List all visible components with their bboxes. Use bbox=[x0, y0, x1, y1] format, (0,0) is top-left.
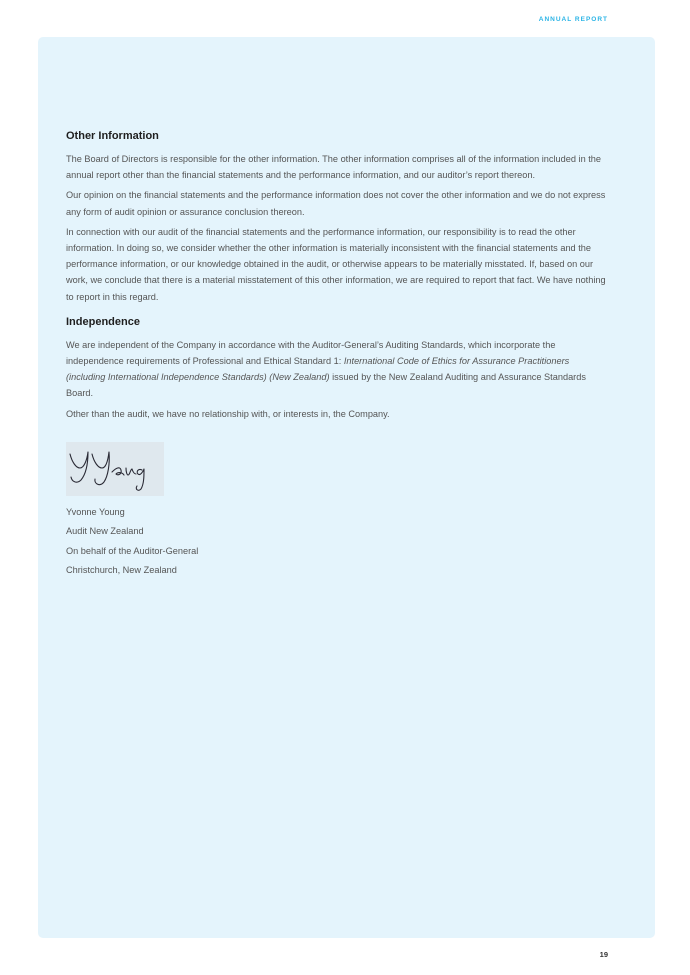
signatory-name: Yvonne Young bbox=[66, 506, 125, 517]
other-information-paragraph-2: Our opinion on the financial statements and the performance information does not cover the other information and we do not express any form of audit opinion or assurance conclusion thereon. bbox=[66, 190, 606, 217]
signature-image bbox=[66, 442, 164, 496]
signature-drawing bbox=[66, 442, 164, 496]
independence-text-start: We are independent of the Company in accordance with the Auditor-General’s Auditing Standards, which incorporate the independence requirements of Professional and Ethical Standard 1: bbox=[66, 339, 556, 367]
independence-paragraph-2: Other than the audit, we have no relationship with, or interests in, the Company. bbox=[66, 408, 390, 419]
independence-text-end: issued by the New Zealand Auditing and Assurance Standards Board. bbox=[66, 372, 586, 399]
independence-section bbox=[66, 315, 611, 422]
other-information-section bbox=[66, 129, 611, 305]
signatory-location: Christchurch, New Zealand bbox=[66, 565, 177, 576]
header-label: ANNUAL REPORT bbox=[538, 16, 608, 23]
other-information-paragraph-1: The Board of Directors is responsible for the other information. The other information comprises all of the information included in the annual report other than the financial statements and the performance information, and our auditor’s report thereon. bbox=[66, 154, 602, 181]
report-content bbox=[66, 129, 611, 582]
other-information-paragraph-3: In connection with our audit of the financial statements and the performance information, our responsibility is to read the other information. In doing so, we consider whether the other information is materially inconsistent with the financial statements and the performance information, or our knowledge obtained in the audit, or otherwise appears to be materially misstated. If, based on our work, we conclude that there is a material misstatement of this other information, we are required to report that fact. We have nothing to report in this regard. bbox=[66, 226, 606, 302]
page-number: 19 bbox=[599, 950, 608, 959]
other-information-heading: Other Information bbox=[66, 130, 159, 142]
independence-paragraph-1 bbox=[66, 337, 611, 402]
independence-standard-title: International Code of Ethics for Assurance Practitioners (including International Independence Standards) (New Zealand) bbox=[66, 356, 570, 383]
signatory-organisation: Audit New Zealand bbox=[66, 526, 144, 537]
signatory-details bbox=[66, 504, 611, 579]
independence-heading: Independence bbox=[66, 315, 140, 328]
signatory-role: On behalf of the Auditor-General bbox=[66, 545, 199, 556]
